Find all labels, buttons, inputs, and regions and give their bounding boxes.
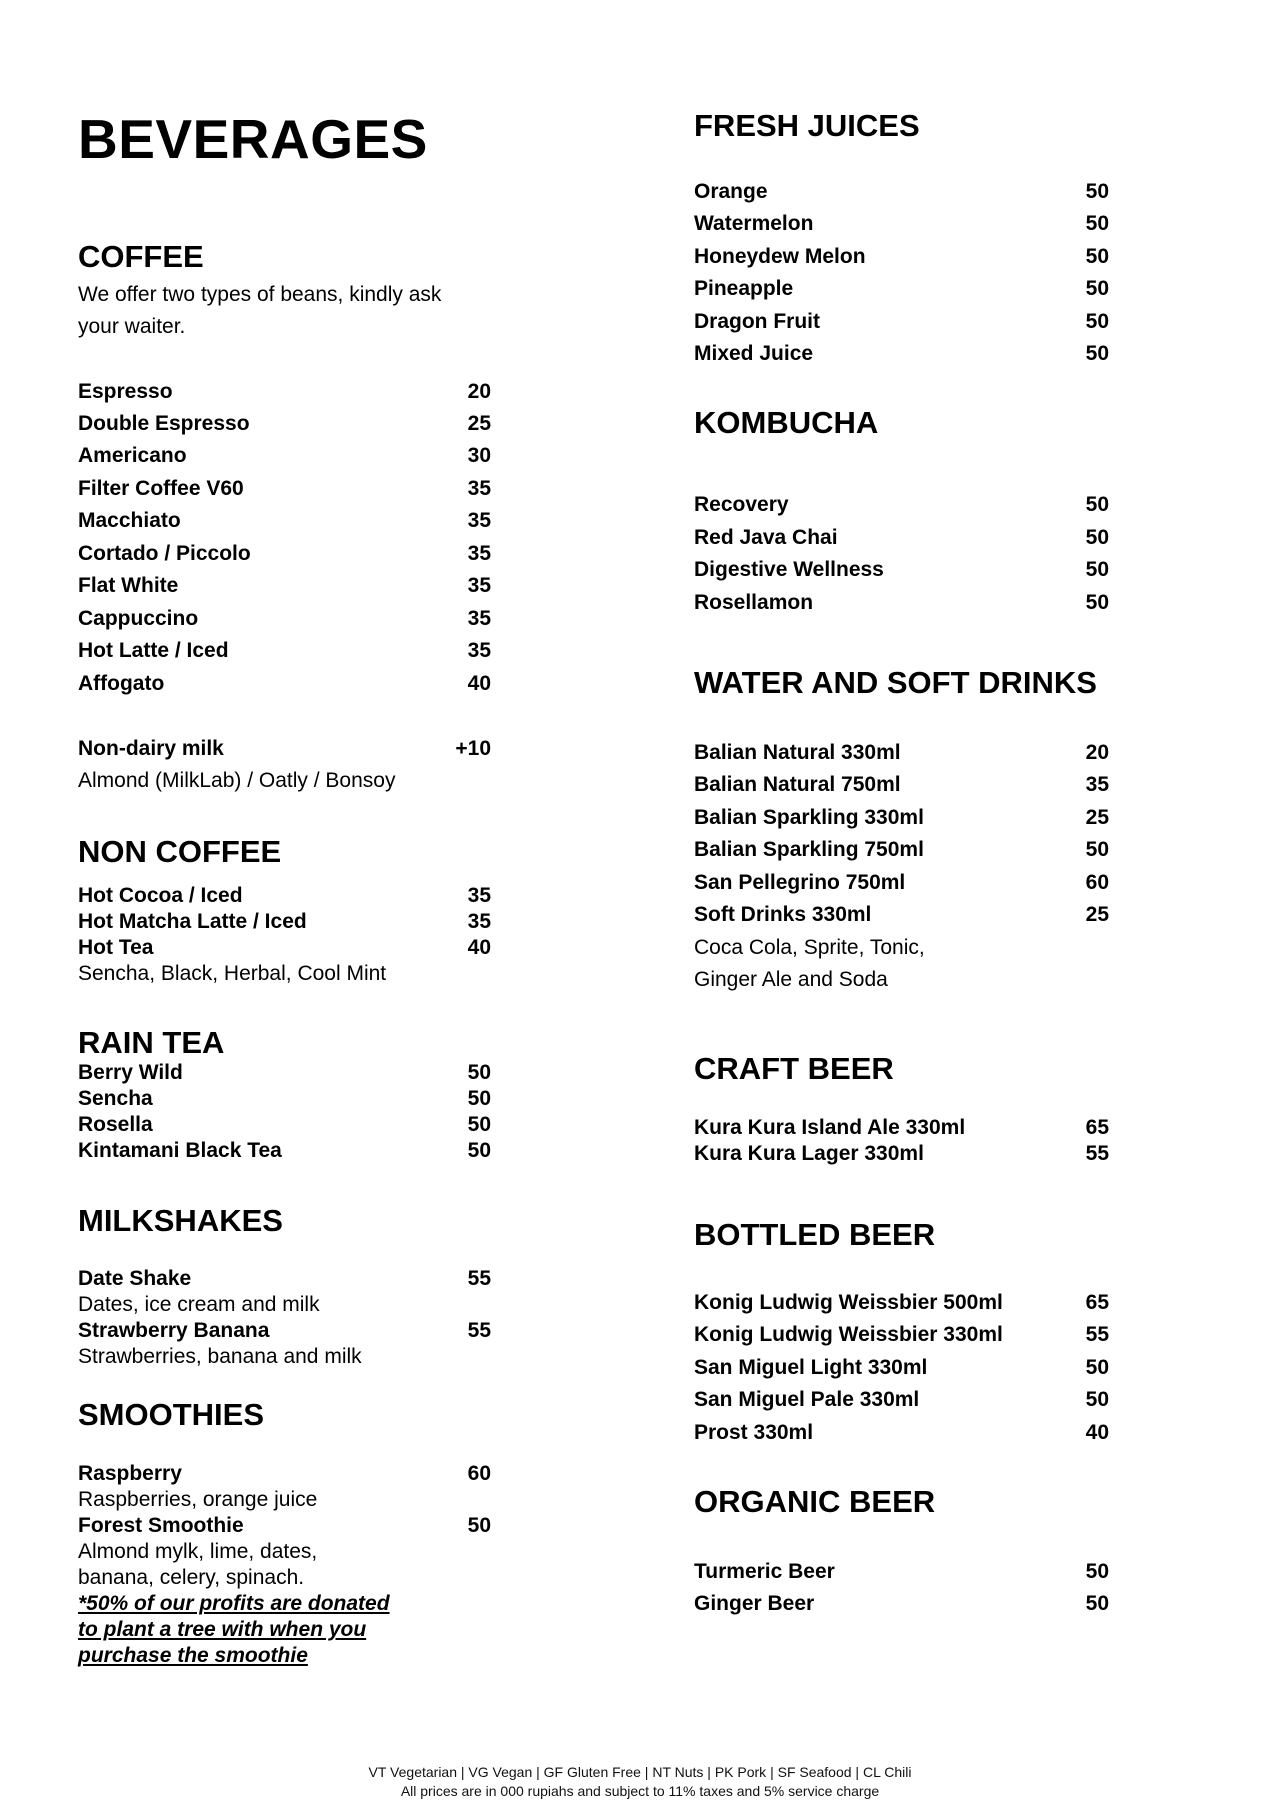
section-title-non-coffee: NON COFFEE: [78, 834, 282, 869]
section-title-coffee: COFFEE: [78, 239, 204, 274]
item-description: Almond mylk, lime, dates,: [78, 1540, 318, 1563]
item-price: 35: [467, 910, 491, 933]
page-title: BEVERAGES: [78, 108, 428, 170]
item-name: Berry Wild: [78, 1061, 183, 1084]
item-price: 55: [467, 1319, 491, 1342]
item-price: 35: [467, 542, 491, 565]
menu-item: [694, 309, 1109, 335]
donation-note-line-3: purchase the smoothie: [78, 1644, 308, 1667]
section-title-smoothies: SMOOTHIES: [78, 1397, 265, 1432]
item-description: Strawberries, banana and milk: [78, 1345, 362, 1368]
section-title-kombucha: KOMBUCHA: [694, 405, 879, 440]
menu-item: [694, 772, 1109, 798]
menu-item: [78, 1266, 491, 1292]
item-description: Dates, ice cream and milk: [78, 1293, 320, 1316]
menu-item: [78, 935, 491, 961]
menu-item: [78, 411, 491, 437]
nondairy-milk-description: Almond (MilkLab) / Oatly / Bonsoy: [78, 769, 396, 792]
menu-item: [78, 508, 491, 534]
item-name: Non-dairy milk: [78, 737, 224, 760]
item-name: San Miguel Light 330ml: [694, 1356, 928, 1379]
menu-item: [78, 541, 491, 567]
item-name: Hot Cocoa / Iced: [78, 884, 243, 907]
item-price: 35: [1085, 773, 1109, 796]
menu-item: [694, 1559, 1109, 1585]
menu-item: [694, 179, 1109, 205]
item-price: 35: [467, 477, 491, 500]
menu-item: [694, 276, 1109, 302]
item-price: 50: [1085, 1356, 1109, 1379]
item-name: Konig Ludwig Weissbier 330ml: [694, 1323, 1003, 1346]
item-price: 25: [1085, 806, 1109, 829]
item-name: Sencha: [78, 1087, 153, 1110]
item-price: 25: [1085, 903, 1109, 926]
item-price: 50: [1085, 591, 1109, 614]
menu-item: [694, 211, 1109, 237]
menu-item: [694, 590, 1109, 616]
item-name: Konig Ludwig Weissbier 500ml: [694, 1291, 1003, 1314]
item-price: 35: [467, 607, 491, 630]
menu-item: [694, 1115, 1109, 1141]
menu-item: [78, 1461, 491, 1487]
item-name: Rosellamon: [694, 591, 814, 614]
menu-item: [78, 606, 491, 632]
menu-item: [694, 1322, 1109, 1348]
item-price: 35: [467, 574, 491, 597]
menu-item: [694, 805, 1109, 831]
soft-drinks-description-line-1: Coca Cola, Sprite, Tonic,: [694, 936, 925, 959]
item-price: 50: [1085, 212, 1109, 235]
menu-item: [694, 1141, 1109, 1167]
item-price: 50: [1085, 310, 1109, 333]
soft-drinks-description-line-2: Ginger Ale and Soda: [694, 968, 888, 991]
item-price: 60: [467, 1462, 491, 1485]
item-price: 50: [1085, 493, 1109, 516]
menu-item: [78, 1513, 491, 1539]
item-name: Dragon Fruit: [694, 310, 820, 333]
item-name: Ginger Beer: [694, 1592, 815, 1615]
item-name: Recovery: [694, 493, 789, 516]
item-price: 50: [467, 1514, 491, 1537]
menu-item: [78, 1318, 491, 1344]
item-name: Turmeric Beer: [694, 1560, 835, 1583]
item-price: 40: [1085, 1421, 1109, 1444]
donation-note-line-1: *50% of our profits are donated: [78, 1592, 390, 1615]
menu-item: [694, 1387, 1109, 1413]
donation-note-line-2: to plant a tree with when you: [78, 1618, 367, 1641]
item-name: Digestive Wellness: [694, 558, 884, 581]
item-description: banana, celery, spinach.: [78, 1566, 305, 1589]
item-name: Strawberry Banana: [78, 1319, 270, 1342]
menu-item: [78, 1138, 491, 1164]
item-name: San Pellegrino 750ml: [694, 871, 906, 894]
item-name: Macchiato: [78, 509, 181, 532]
item-name: Prost 330ml: [694, 1421, 814, 1444]
item-price: 60: [1085, 871, 1109, 894]
item-price: 50: [467, 1087, 491, 1110]
dietary-legend: VT Vegetarian | VG Vegan | GF Gluten Free | NT Nuts | PK Pork | SF Seafood | CL Chili: [368, 1764, 912, 1780]
menu-item: [694, 525, 1109, 551]
item-name: Filter Coffee V60: [78, 477, 244, 500]
menu-item: [694, 1355, 1109, 1381]
item-name: Balian Natural 750ml: [694, 773, 901, 796]
item-name: San Miguel Pale 330ml: [694, 1388, 920, 1411]
item-name: Balian Sparkling 750ml: [694, 838, 924, 861]
menu-item: [78, 671, 491, 697]
item-name: Balian Natural 330ml: [694, 741, 901, 764]
item-name: Kura Kura Island Ale 330ml: [694, 1116, 966, 1139]
item-price: 50: [1085, 1388, 1109, 1411]
menu-item: [694, 1290, 1109, 1316]
menu-item: [78, 638, 491, 664]
menu-item: [694, 1420, 1109, 1446]
item-name: Watermelon: [694, 212, 814, 235]
item-price: 50: [1085, 342, 1109, 365]
item-price: 50: [1085, 1592, 1109, 1615]
item-name: Raspberry: [78, 1462, 182, 1485]
menu-item: [78, 1112, 491, 1138]
section-title-fresh-juices: FRESH JUICES: [694, 108, 920, 143]
section-title-rain-tea: RAIN TEA: [78, 1025, 225, 1060]
item-price: 35: [467, 639, 491, 662]
menu-item: [78, 883, 491, 909]
item-price: 50: [467, 1061, 491, 1084]
item-price: +10: [455, 737, 491, 760]
pricing-note: All prices are in 000 rupiahs and subject to 11% taxes and 5% service charge: [400, 1783, 880, 1799]
menu-item: [78, 476, 491, 502]
item-name: Hot Tea: [78, 936, 154, 959]
item-price: 50: [467, 1139, 491, 1162]
item-price: 50: [1085, 277, 1109, 300]
item-price: 55: [1085, 1142, 1109, 1165]
section-title-water-and-soft-drinks: WATER AND SOFT DRINKS: [694, 665, 1097, 700]
item-name: Flat White: [78, 574, 179, 597]
item-name: Mixed Juice: [694, 342, 814, 365]
item-name: Double Espresso: [78, 412, 250, 435]
item-name: Affogato: [78, 672, 165, 695]
item-name: Red Java Chai: [694, 526, 838, 549]
menu-item: [78, 573, 491, 599]
item-price: 40: [467, 936, 491, 959]
item-price: 20: [467, 380, 491, 403]
item-name: Kura Kura Lager 330ml: [694, 1142, 924, 1165]
coffee-intro-line-1: We offer two types of beans, kindly ask: [78, 283, 442, 306]
item-name: Honeydew Melon: [694, 245, 866, 268]
section-title-organic-beer: ORGANIC BEER: [694, 1484, 936, 1519]
item-name: Rosella: [78, 1113, 153, 1136]
item-name: Cortado / Piccolo: [78, 542, 251, 565]
section-title-craft-beer: CRAFT BEER: [694, 1051, 894, 1086]
item-name: Hot Matcha Latte / Iced: [78, 910, 307, 933]
item-name: Balian Sparkling 330ml: [694, 806, 924, 829]
item-price: 50: [1085, 558, 1109, 581]
menu-item: [694, 244, 1109, 270]
menu-item: [694, 557, 1109, 583]
menu-item: [694, 740, 1109, 766]
item-price: 65: [1085, 1291, 1109, 1314]
item-description: Raspberries, orange juice: [78, 1488, 318, 1511]
item-price: 20: [1085, 741, 1109, 764]
item-price: 35: [467, 509, 491, 532]
item-name: Americano: [78, 444, 187, 467]
item-name: Orange: [694, 180, 768, 203]
item-name: Kintamani Black Tea: [78, 1139, 282, 1162]
section-title-milkshakes: MILKSHAKES: [78, 1203, 283, 1238]
item-name: Espresso: [78, 380, 173, 403]
item-price: 55: [1085, 1323, 1109, 1346]
item-price: 50: [1085, 526, 1109, 549]
item-name: Cappuccino: [78, 607, 199, 630]
item-name: Forest Smoothie: [78, 1514, 244, 1537]
item-name: Hot Latte / Iced: [78, 639, 229, 662]
item-name: Date Shake: [78, 1267, 192, 1290]
item-price: 65: [1085, 1116, 1109, 1139]
item-price: 25: [467, 412, 491, 435]
menu-item: [78, 1060, 491, 1086]
item-price: 55: [467, 1267, 491, 1290]
menu-item: [694, 837, 1109, 863]
menu-item: [78, 1086, 491, 1112]
menu-item: [78, 909, 491, 935]
hot-tea-description: Sencha, Black, Herbal, Cool Mint: [78, 962, 387, 985]
menu-item: [78, 443, 491, 469]
menu-item: [78, 379, 491, 405]
item-price: 50: [1085, 838, 1109, 861]
item-price: 35: [467, 884, 491, 907]
coffee-intro-line-2: your waiter.: [78, 315, 186, 338]
item-price: 50: [1085, 245, 1109, 268]
item-price: 40: [467, 672, 491, 695]
item-price: 50: [1085, 1560, 1109, 1583]
menu-item: [694, 1591, 1109, 1617]
section-title-bottled-beer: BOTTLED BEER: [694, 1217, 936, 1252]
menu-item: [694, 492, 1109, 518]
item-name: Soft Drinks 330ml: [694, 903, 872, 926]
menu-item: [694, 341, 1109, 367]
item-price: 30: [467, 444, 491, 467]
menu-item: [694, 902, 1109, 928]
item-price: 50: [1085, 180, 1109, 203]
menu-item: [694, 870, 1109, 896]
item-price: 50: [467, 1113, 491, 1136]
item-name: Pineapple: [694, 277, 794, 300]
menu-item-nondairy-milk: [78, 736, 491, 762]
